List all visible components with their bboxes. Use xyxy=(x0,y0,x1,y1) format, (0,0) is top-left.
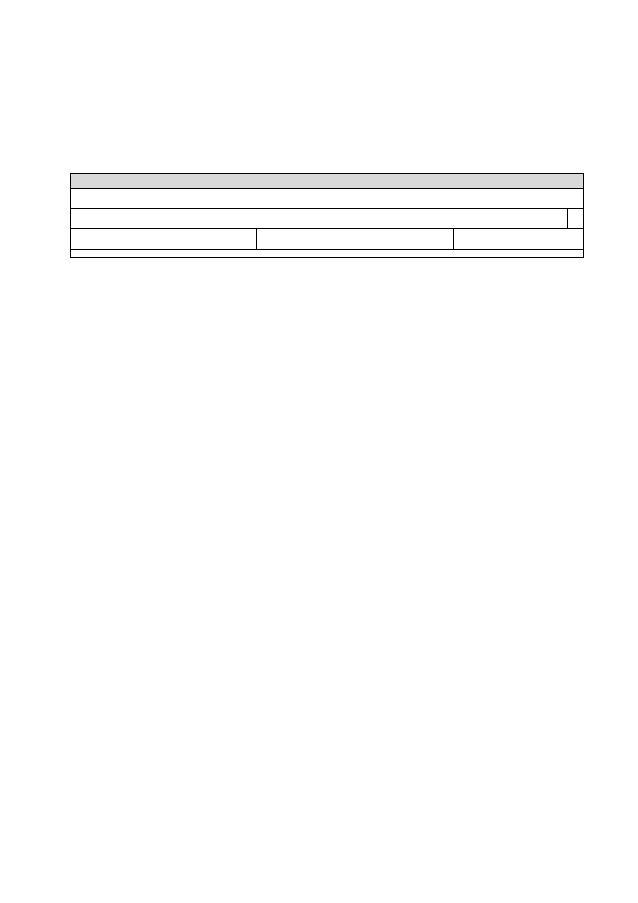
job-description-cell xyxy=(71,250,584,258)
previous-job-table xyxy=(70,173,584,258)
duration-cell xyxy=(71,229,256,249)
location-cell xyxy=(256,229,453,249)
company-cell xyxy=(71,189,584,209)
group-cell xyxy=(453,229,583,249)
previous-job-header xyxy=(71,174,584,189)
industry-cell xyxy=(71,209,568,229)
position-cell xyxy=(567,209,583,229)
duration-row xyxy=(71,229,584,250)
